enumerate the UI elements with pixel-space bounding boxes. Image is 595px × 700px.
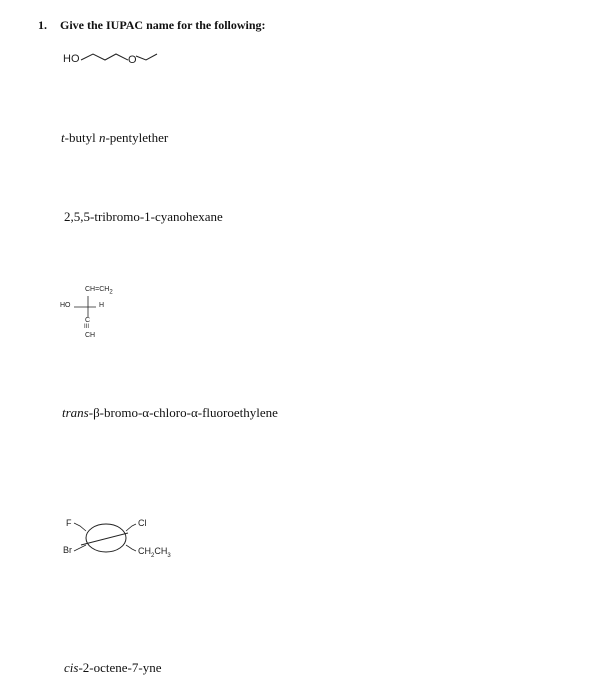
br-label: Br [63,545,72,555]
fischer-projection [58,284,138,344]
ho-label: HO [63,53,80,65]
fischer-left-group: HO [60,302,71,309]
name-trans-bromo-chloro-fluoroethylene: trans-β-bromo-α-chloro-α-fluoroethylene [62,405,278,420]
f-label: F [66,518,72,528]
name-tribromo-cyanohexane: 2,5,5-tribromo-1-cyanohexane [64,209,223,224]
fischer-bonds [58,284,138,344]
ether-o-label: O [128,54,137,66]
question-header [38,18,266,33]
cyclohexane-structure [56,515,196,565]
fischer-c-label: C [85,317,91,324]
cl-label: Cl [138,518,147,528]
ethyl-label: $CH_2CH_3$ [138,546,171,559]
fischer-top-group: $CH=CH_2$ [85,286,113,296]
name-t-butyl-n-pentylether: t-butyl n-pentylether [61,130,169,145]
question-number: 1. [38,18,47,32]
name-cis-octene-yne: cis-2-octene-7-yne [64,660,162,675]
fischer-triple-bond: III [84,324,90,330]
question-prompt: Give the IUPAC name for the following: [60,18,266,32]
fischer-bottom-group: CH [85,332,96,339]
ether-alcohol-structure [60,44,170,74]
ether-alcohol-bonds [60,44,170,74]
fischer-right-group: H [99,302,105,309]
cyclohexane-ring [56,515,196,565]
